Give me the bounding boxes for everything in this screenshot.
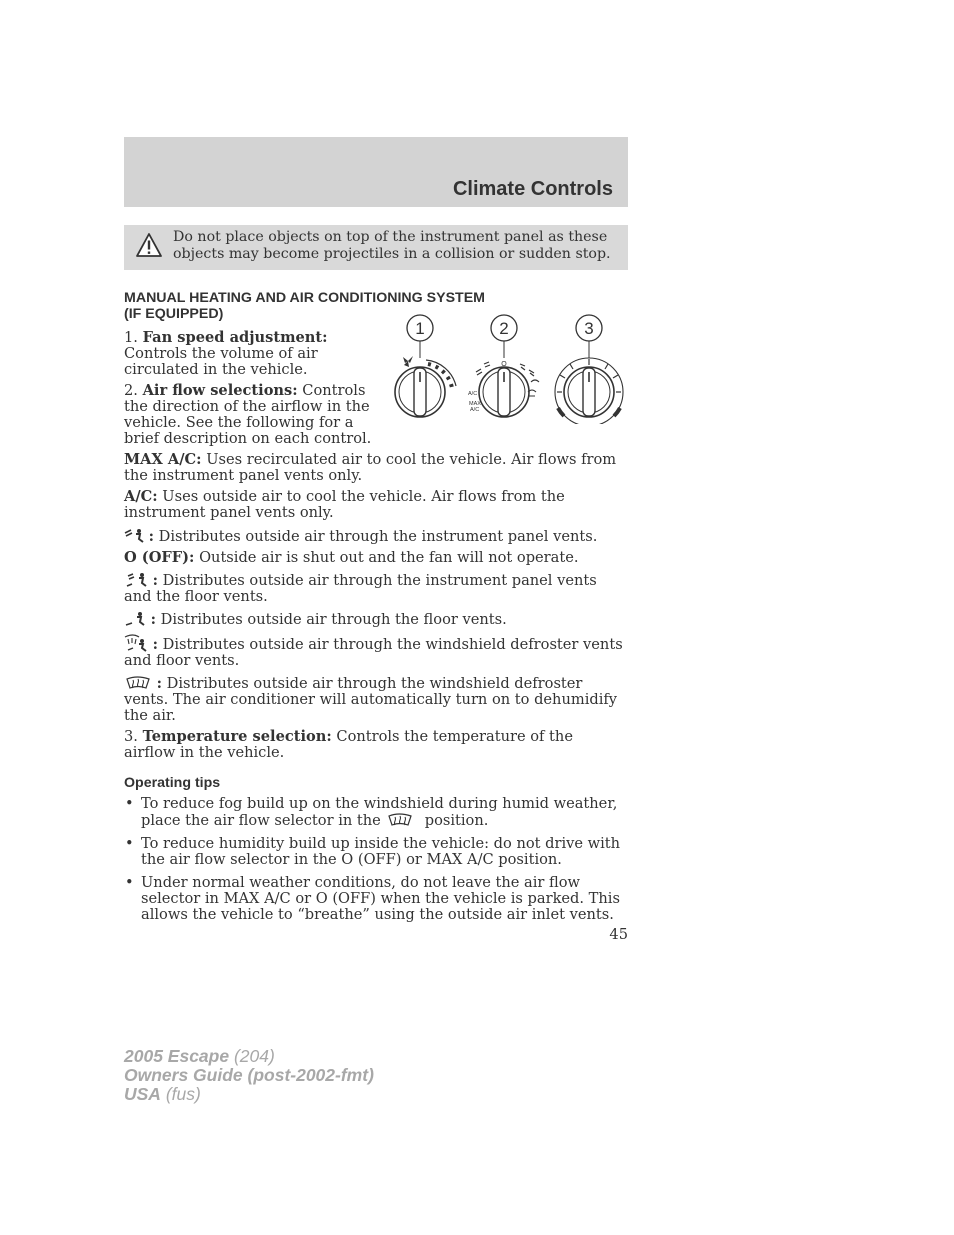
off-position-label: O [501, 361, 507, 368]
warning-box [124, 225, 628, 270]
panel-floor-vent-icon [124, 572, 148, 588]
defrost-item: : Distributes outside air through the windshield defroster vents. The air conditioner will automatically turn on to dehumidify the air. [124, 675, 618, 724]
panel-vent-icon [124, 528, 144, 544]
off-item: O (OFF): Outside air is shut out and the fan will not operate. [124, 549, 579, 566]
callout-label-3: 3 [584, 319, 594, 338]
fan-speed-item: 1. Fan speed adjustment: Controls the volume of air circulated in the vehicle. [124, 329, 328, 378]
defrost-icon [124, 675, 152, 691]
main-content [124, 290, 628, 930]
operating-tips-heading: Operating tips [124, 775, 221, 791]
max-ac-item: MAX A/C: Uses recirculated air to cool the vehicle. Air flows from the instrument panel vents only. [124, 451, 617, 484]
tip-item: • To reduce fog build up on the windshield during humid weather, place the air flow selector in the position. [125, 795, 618, 829]
ac-position-label: A/C [468, 391, 478, 397]
max-position-label-1: MAX [469, 401, 481, 407]
page-number: 45 [609, 926, 628, 943]
airflow-item: 2. Air flow selections: Controls the direction of the airflow in the vehicle. See the following for a brief description on each control. [124, 382, 372, 447]
warning-text: Do not place objects on top of the instrument panel as these objects may become projectiles in a collision or sudden stop. [173, 229, 611, 262]
section-title: Climate Controls [452, 178, 613, 200]
section-header [124, 137, 628, 207]
temperature-item: 3. Temperature selection: Controls the temperature of the airflow in the vehicle. [124, 728, 573, 761]
defrost-floor-icon [124, 634, 148, 652]
panel-floor-item: : Distributes outside air through the instrument panel vents and the floor vents. [124, 572, 597, 605]
document-footer: 2005 Escape (204) Owners Guide (post-2002-fmt) USA (fus) [124, 1046, 374, 1104]
defrost-icon [385, 812, 415, 828]
panel-item: : Distributes outside air through the instrument panel vents. [124, 528, 628, 545]
floor-vent-icon [124, 611, 146, 627]
tip-item: • Under normal weather conditions, do not leave the air flow selector in MAX A/C or O (OFF) when the vehicle is parked. This allows the vehicle to “breathe” using the outside air inlet vents. [125, 874, 620, 923]
section-heading: MANUAL HEATING AND AIR CONDITIONING SYSTEM (IF EQUIPPED) [124, 290, 485, 322]
floor-item: : Distributes outside air through the floor vents. [124, 611, 628, 628]
warning-triangle-icon [135, 232, 163, 258]
tip-item: • To reduce humidity build up inside the vehicle: do not drive with the air flow selector in the O (OFF) or MAX A/C position. [125, 835, 621, 868]
callout-label-2: 2 [499, 319, 509, 338]
ac-item: A/C: Uses outside air to cool the vehicle. Air flows from the instrument panel vents only. [124, 488, 565, 521]
defrost-floor-item: : Distributes outside air through the windshield defroster vents and floor vents. [124, 636, 623, 669]
max-position-label-2: A/C [470, 407, 480, 413]
callout-label-1: 1 [415, 319, 425, 338]
